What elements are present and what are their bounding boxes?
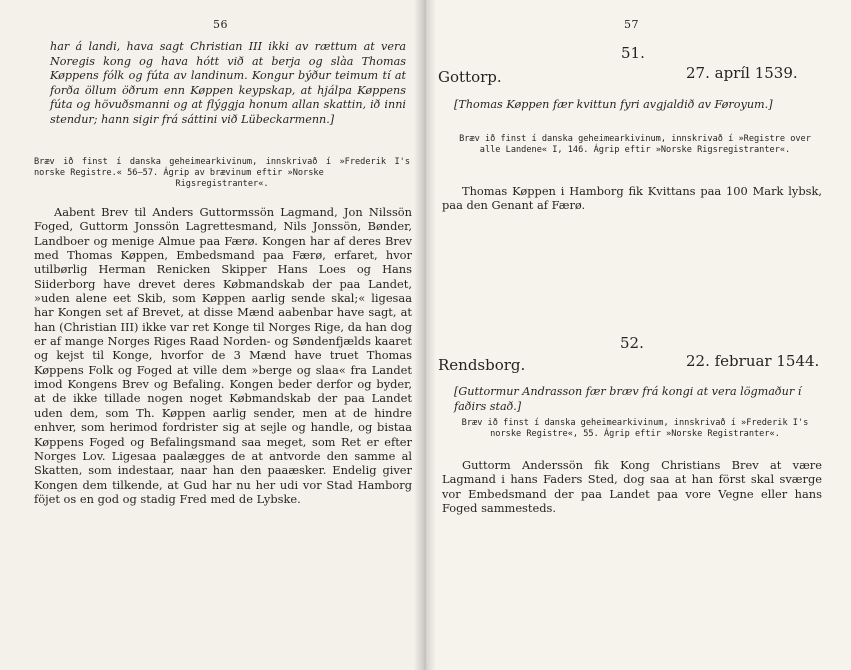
entry-52-number: 52. — [620, 334, 644, 352]
entry-51-number: 51. — [621, 44, 645, 62]
left-source-note-main: Bræv ið finst í danska geheimearkivinum, innskrivað í »Frederik I's norske Registre.« 56—57. Ágrip av brævinum eftir »Norske — [34, 157, 410, 178]
entry-52-body — [442, 458, 822, 515]
entry-51-place: Gottorp. — [438, 68, 502, 86]
entry-51-source-note: Bræv ið finst í danska geheimearkivinum, innskrivað í »Registre over alle Landene« I, 146. Ágrip eftir »Norske Rigsregistranter«. — [459, 134, 811, 155]
left-body-paragraph: Aabent Brev til Anders Guttormssön Lagmand, Jon Nilssön Foged, Guttorm Jonssön Lagrettesmand, Nils Jonssön, Bønder, Landboer og menige Almue paa Færø. Kongen har af deres Brev med Thomas Køppen, Embedsmand paa Færø, erfaret, hvor utilbørlig Herman Renicken Skipper Hans Loes og Hans Siiderborg have drevet deres Købmandskab der paa Landet, »uden alene eet Skib, som Køppen aarlig sende skal;« ligesaa har Kongen set af Brevet, at disse Mænd aabenbar have sagt, at han (Christian III) ikke var ret Konge til Norges Rige, da han dog er af mange Norges Riges Raad Norden- og Søndenfjælds kaaret og kejst til Konge, hvorfor de 3 Mænd have truet Thomas Køppens Folk og Foged at ville dem »berge og slaa« fra Landet imod Kongens Brev og Befaling. Kongen beder derfor og byder, at de ikke tillade nogen noget Købmandskab der paa Landet uden dem, som Th. Køppen aarlig sender, men at de hindre enhver, som herimod fordrister sig at sejle og handle, og bistaa Køppens Foged og Befalingsmand saa meget, som Ret er efter Norges Lov. Ligesaa paalægges de at antvorde den samme al Skatten, som indestaar, naar han den paaæsker. Endelig giver Kongen dem tilkende, at Gud har nu her udi vor Stad Hamborg föjet os en god og stadig Fred med de Lybske. — [34, 205, 412, 506]
book-gutter — [414, 0, 436, 670]
entry-52-date: 22. februar 1544. — [686, 352, 820, 370]
left-body-text — [34, 205, 412, 506]
entry-51-body — [442, 184, 822, 213]
entry-52-source-note: Bræv ið finst í danska geheimearkivinum, innskrivað í »Frederik I's norske Registre«, 55. Ágrip eftir »Norske Registranter«. — [461, 418, 809, 439]
page-number-right: 57 — [624, 18, 639, 31]
left-italic-summary: har á landi, hava sagt Christian III ikki av rættum at vera Noregis kong og hava hótt við at berja og slàa Thomas Køppens fólk og fúta av landinum. Kongur býður teimum tí at forða öllum öðrum enn Køppen keypskap, at hjálpa Køppens fúta og hövuðsmanni og at flýggja honum allan skattin, ið inni stendur; hann sigir frá sáttini við Lübeckarmenn.] — [50, 40, 406, 126]
entry-51-italic-summary: [Thomas Køppen fær kvittun fyri avgjaldið av Føroyum.] — [454, 98, 773, 111]
left-page — [0, 0, 424, 670]
entry-52-place: Rendsborg. — [438, 356, 526, 374]
entry-51-body-paragraph: Thomas Køppen i Hamborg fik Kvittans paa 100 Mark lybsk, paa den Genant af Færø. — [442, 184, 822, 213]
page-number-left: 56 — [213, 18, 228, 31]
entry-51-date: 27. apríl 1539. — [686, 64, 798, 82]
entry-52-italic-summary: [Guttormur Andrasson fær bræv frá kongi at vera lögmaður í faðirs stað.] — [454, 385, 802, 413]
right-page — [424, 0, 851, 670]
entry-52-body-paragraph: Guttorm Anderssön fik Kong Christians Brev at være Lagmand i hans Faders Sted, dog saa at han först skal sværge vor Embedsmand der paa Landet paa vore Vegne eller hans Foged sammesteds. — [442, 458, 822, 516]
left-source-note — [34, 157, 410, 190]
left-source-note-last: Rigsregistranter«. — [175, 179, 269, 189]
